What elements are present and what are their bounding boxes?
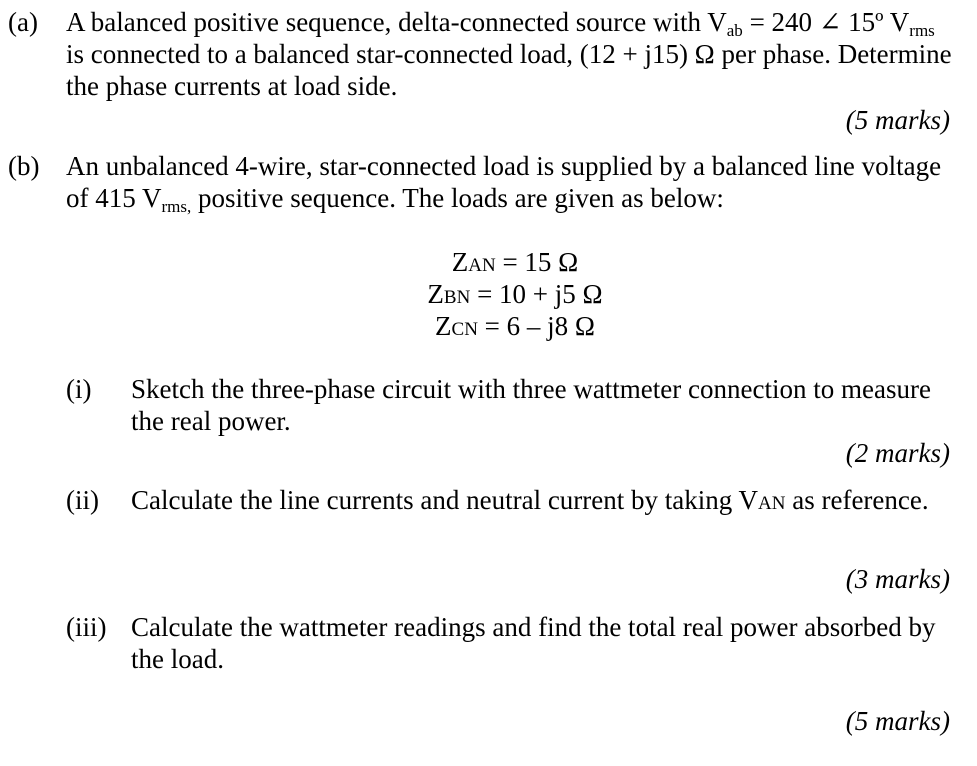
part-b-line-2: of 415 $V_{rms,}$ positive sequence. The loads are given as below: (66, 183, 724, 216)
part-a-line-2: is connected to a balanced star-connected load, (12 + j15) Ω per phase. Determine (66, 39, 952, 69)
sub-i-marks: (2 marks) (845, 438, 950, 468)
sub-iii-line-1: Calculate the wattmeter readings and find the total real power absorbed by (131, 612, 936, 642)
sub-iii-line-2: the load. (131, 644, 224, 674)
part-b-line-1: An unbalanced 4-wire, star-connected load is supplied by a balanced line voltage (66, 151, 942, 181)
sub-ii-marks: (3 marks) (845, 564, 950, 594)
sub-i-line-1: Sketch the three-phase circuit with three wattmeter connection to measure (131, 374, 931, 404)
part-a-line-3: the phase currents at load side. (66, 71, 398, 101)
part-b-label: (b) (8, 151, 40, 181)
sub-i-line-2: the real power. (131, 406, 291, 436)
part-a-line-1: A balanced positive sequence, delta-connected source with $V_{ab} = 240$ ∠ 15º $V_{rms}$ (66, 7, 935, 40)
sub-iii-label: (iii) (66, 612, 107, 642)
sub-ii-line-1: Calculate the line currents and neutral current by taking VAN as reference. (131, 485, 929, 515)
sub-ii-label: (ii) (66, 485, 99, 515)
load-impedance-an: ZAN = 15 Ω (451, 247, 579, 277)
part-a-marks: (5 marks) (845, 105, 950, 135)
sub-iii-marks: (5 marks) (845, 706, 950, 736)
load-impedance-bn: ZBN = 10 + j5 Ω (427, 279, 603, 309)
part-a-label: (a) (8, 7, 38, 37)
load-impedance-cn: ZCN = 6 – j8 Ω (435, 311, 595, 341)
sub-i-label: (i) (66, 374, 92, 404)
